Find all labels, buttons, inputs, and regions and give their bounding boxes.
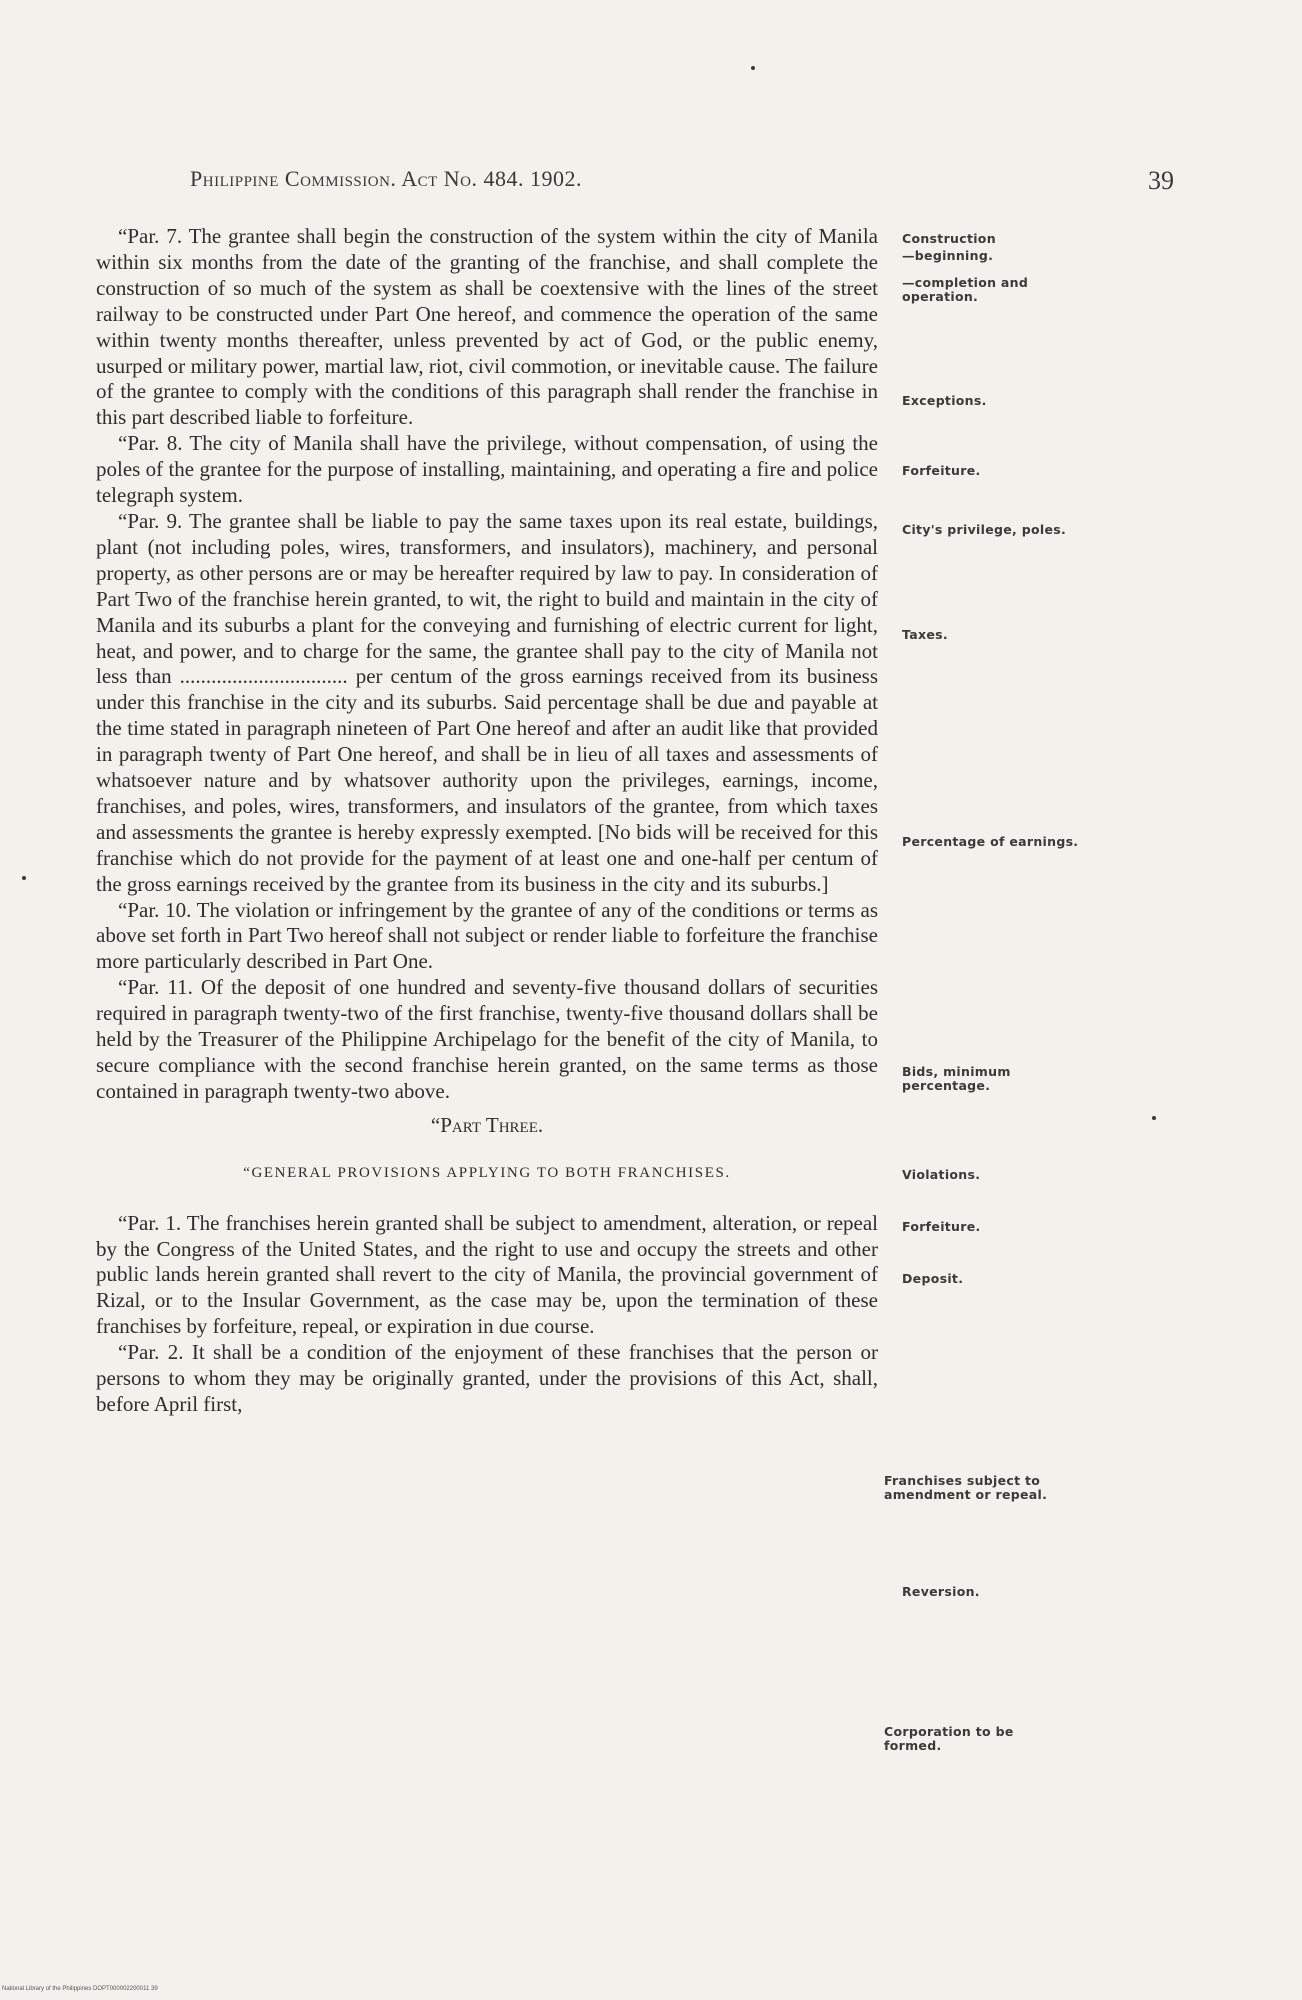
margin-note-exceptions: Exceptions. [902,393,987,408]
part-three-heading: “Part Three. [430,1112,544,1137]
margin-note-beginning: —beginning. [902,248,994,263]
margin-note-percentage: Percentage of earnings. [902,834,1079,849]
margin-note-reversion: Reversion. [902,1584,980,1599]
margin-note-corporation: Corporation to be formed. [884,1724,1014,1753]
margin-note-completion: —completion and operation. [902,275,1029,304]
general-provisions-heading: “GENERAL PROVISIONS APPLYING TO BOTH FRANCHISES. [243,1164,731,1181]
margin-note-city-privilege: City's privilege, poles. [902,522,1067,537]
part-three-paragraph-1: “Par. 1. The franchises herein granted shall be subject to amendment, alteration, or repeal by the Congress of the United States, and the right to use and occupy the streets and other public lands herein granted shall revert to the city of Manila, the provincial government of Rizal, or to the Insular Government, as the case may be, upon the termination of these franchises by forfeiture, repeal, or expiration in due course. [96,1210,878,1339]
margin-note-deposit: Deposit. [902,1271,964,1286]
margin-note-bids: Bids, minimum percentage. [902,1064,1011,1093]
footer-imprint: National Library of the Philippines DOPT000002200011 39 [2,1986,158,1992]
margin-note-amendment: Franchises subject to amendment or repeal. [884,1473,1048,1502]
paragraph-10: “Par. 10. The violation or infringement by the grantee of any of the conditions or terms as above set forth in Part Two hereof shall not subject or render liable to forfeiture the franchise more particularly described in Part One. [96,897,878,974]
scan-speck [22,876,26,880]
margin-note-forfeiture-2: Forfeiture. [902,1219,981,1234]
paragraph-9: “Par. 9. The grantee shall be liable to pay the same taxes upon its real estate, buildings, plant (not including poles, wires, transformers, and insulators), machinery, and personal property, as other persons are or may be hereafter required by law to pay. In consideration of Part Two of the franchise herein granted, to wit, the right to build and maintain in the city of Manila and its suburbs a plant for the conveying and furnishing of electric current for light, heat, and power, and to charge for the same, the grantee shall pay to the city of Manila not less than ................................ per centum of the gross earnings received from its business under this franchise in the city and its suburbs. Said percentage shall be due and payable at the time stated in paragraph nineteen of Part One hereof and after an audit like that provided in paragraph twenty of Part One hereof, and shall be in lieu of all taxes and assessments of whatsoever nature and by whatsover authority upon the privileges, earnings, income, franchises, and poles, wires, transformers, and insulators of the grantee, from which taxes and assessments the grantee is hereby expressly exempted. [No bids will be received for this franchise which do not provide for the payment of at least one and one-half per centum of the gross earnings received by the grantee from its business in the city and its suburbs.] [96,508,878,896]
paragraph-8: “Par. 8. The city of Manila shall have the privilege, without compensation, of using the poles of the grantee for the purpose of installing, maintaining, and operating a fire and police telegraph system. [96,431,878,508]
margin-note-construction: Construction [902,231,996,246]
running-title: Philippine Commission. Act No. 484. 1902. [190,166,582,191]
margin-note-forfeiture: Forfeiture. [902,463,981,478]
margin-note-violations: Violations. [902,1167,981,1182]
margin-note-taxes: Taxes. [902,627,948,642]
scan-speck [1152,1116,1156,1120]
page-number: 39 [1148,166,1174,195]
paragraph-11: “Par. 11. Of the deposit of one hundred and seventy-five thousand dollars of securities required in paragraph twenty-two of the first franchise, twenty-five thousand dollars shall be held by the Treasurer of the Philippine Archipelago for the benefit of the city of Manila, to secure compliance with the second franchise herein granted, on the same terms as those contained in paragraph twenty-two above. [96,975,878,1103]
paragraph-7: “Par. 7. The grantee shall begin the construction of the system within the city of Manila within six months from the date of the granting of the franchise, and shall complete the construction of so much of the system as shall be coextensive with the lines of the street railway to be constructed under Part One hereof, and commence the operation of the same within twenty months thereafter, unless prevented by act of God, or the public enemy, usurped or military power, martial law, riot, civil commotion, or inevitable cause. The failure of the grantee to comply with the conditions of this paragraph shall render the franchise in this part described liable to forfeiture. [96,224,878,430]
part-three-paragraph-2: “Par. 2. It shall be a condition of the enjoyment of these franchises that the person or persons to whom they may be originally granted, under the provisions of this Act, shall, before April first, [96,1340,878,1416]
scan-speck [751,66,755,70]
